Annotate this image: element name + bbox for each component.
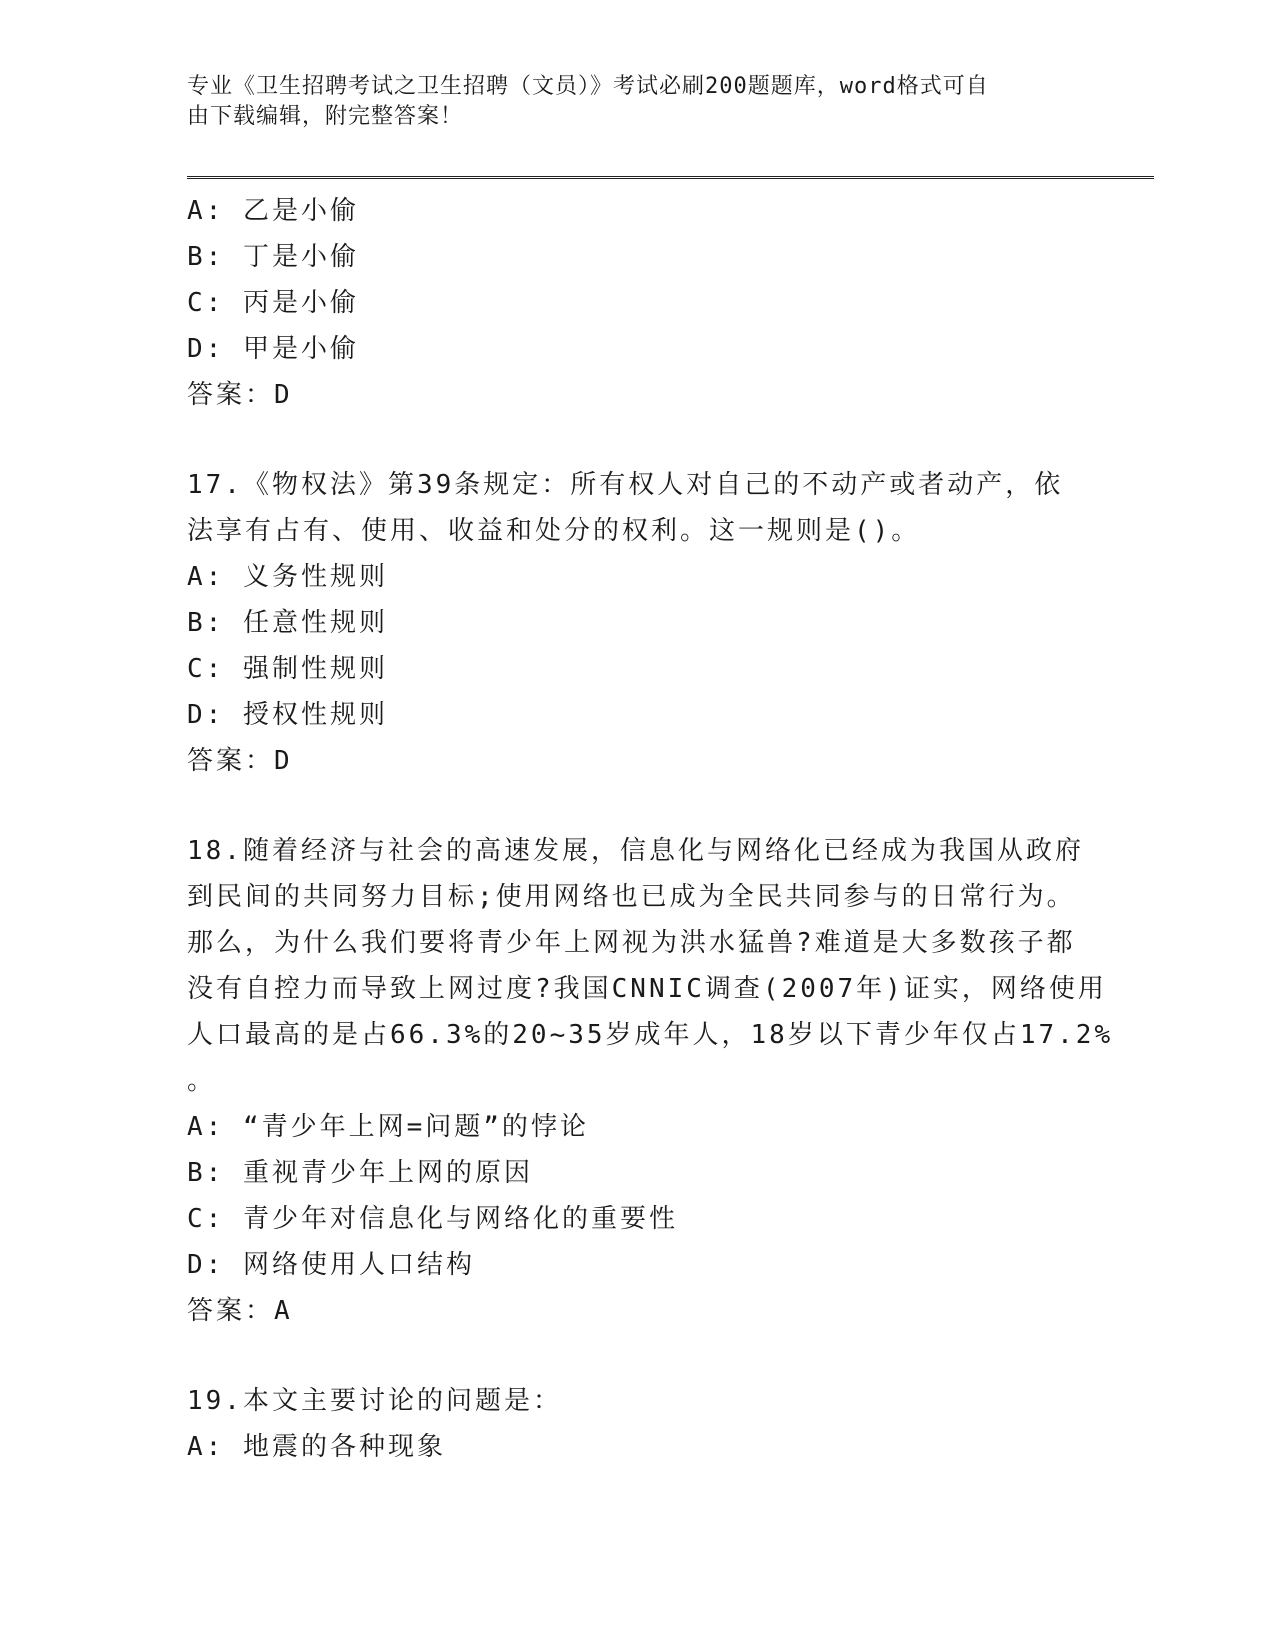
question-content: [187, 188, 1114, 1470]
question-16: [187, 188, 1087, 418]
option-a: A: “青少年上网=问题”的悖论: [187, 1112, 589, 1142]
option-d: D: 授权性规则: [187, 700, 388, 730]
header-line-1: 专业《卫生招聘考试之卫生招聘（文员）》考试必刷200题题库，word格式可自: [187, 74, 989, 99]
document-header: [187, 72, 1067, 132]
option-a: A: 乙是小偷: [187, 196, 359, 226]
option-a: A: 义务性规则: [187, 562, 388, 592]
question-text-line: 18.随着经济与社会的高速发展，信息化与网络化已经成为我国从政府: [187, 836, 1084, 866]
option-c: C: 丙是小偷: [187, 288, 359, 318]
question-text-line: 到民间的共同努力目标;使用网络也已成为全民共同参与的日常行为。: [187, 882, 1076, 912]
question-text-line: 。: [187, 1066, 217, 1096]
answer-line: 答案：D: [187, 380, 293, 410]
question-text-line: 那么，为什么我们要将青少年上网视为洪水猛兽?难道是大多数孩子都: [187, 928, 1076, 958]
option-d: D: 网络使用人口结构: [187, 1250, 475, 1280]
option-b: B: 重视青少年上网的原因: [187, 1158, 533, 1188]
question-18: [187, 828, 1114, 1334]
option-d: D: 甲是小偷: [187, 334, 359, 364]
question-text-line: 法享有占有、使用、收益和处分的权利。这一规则是()。: [187, 516, 921, 546]
header-line-2: 由下载编辑，附完整答案！: [187, 104, 464, 129]
question-text-line: 没有自控力而导致上网过度?我国CNNIC调查(2007年)证实，网络使用: [187, 974, 1107, 1004]
answer-line: 答案：D: [187, 746, 293, 776]
option-c: C: 青少年对信息化与网络化的重要性: [187, 1204, 678, 1234]
question-17: [187, 462, 1087, 784]
answer-line: 答案：A: [187, 1296, 293, 1326]
option-c: C: 强制性规则: [187, 654, 388, 684]
option-b: B: 丁是小偷: [187, 242, 359, 272]
question-text-line: 19.本文主要讨论的问题是：: [187, 1386, 562, 1416]
header-divider: [187, 176, 1154, 179]
option-b: B: 任意性规则: [187, 608, 388, 638]
option-a: A: 地震的各种现象: [187, 1432, 446, 1462]
question-text-line: 17.《物权法》第39条规定：所有权人对自己的不动产或者动产，依: [187, 470, 1064, 500]
question-19: [187, 1378, 1087, 1470]
question-text-line: 人口最高的是占66.3%的20~35岁成年人，18岁以下青少年仅占17.2%: [187, 1020, 1114, 1050]
